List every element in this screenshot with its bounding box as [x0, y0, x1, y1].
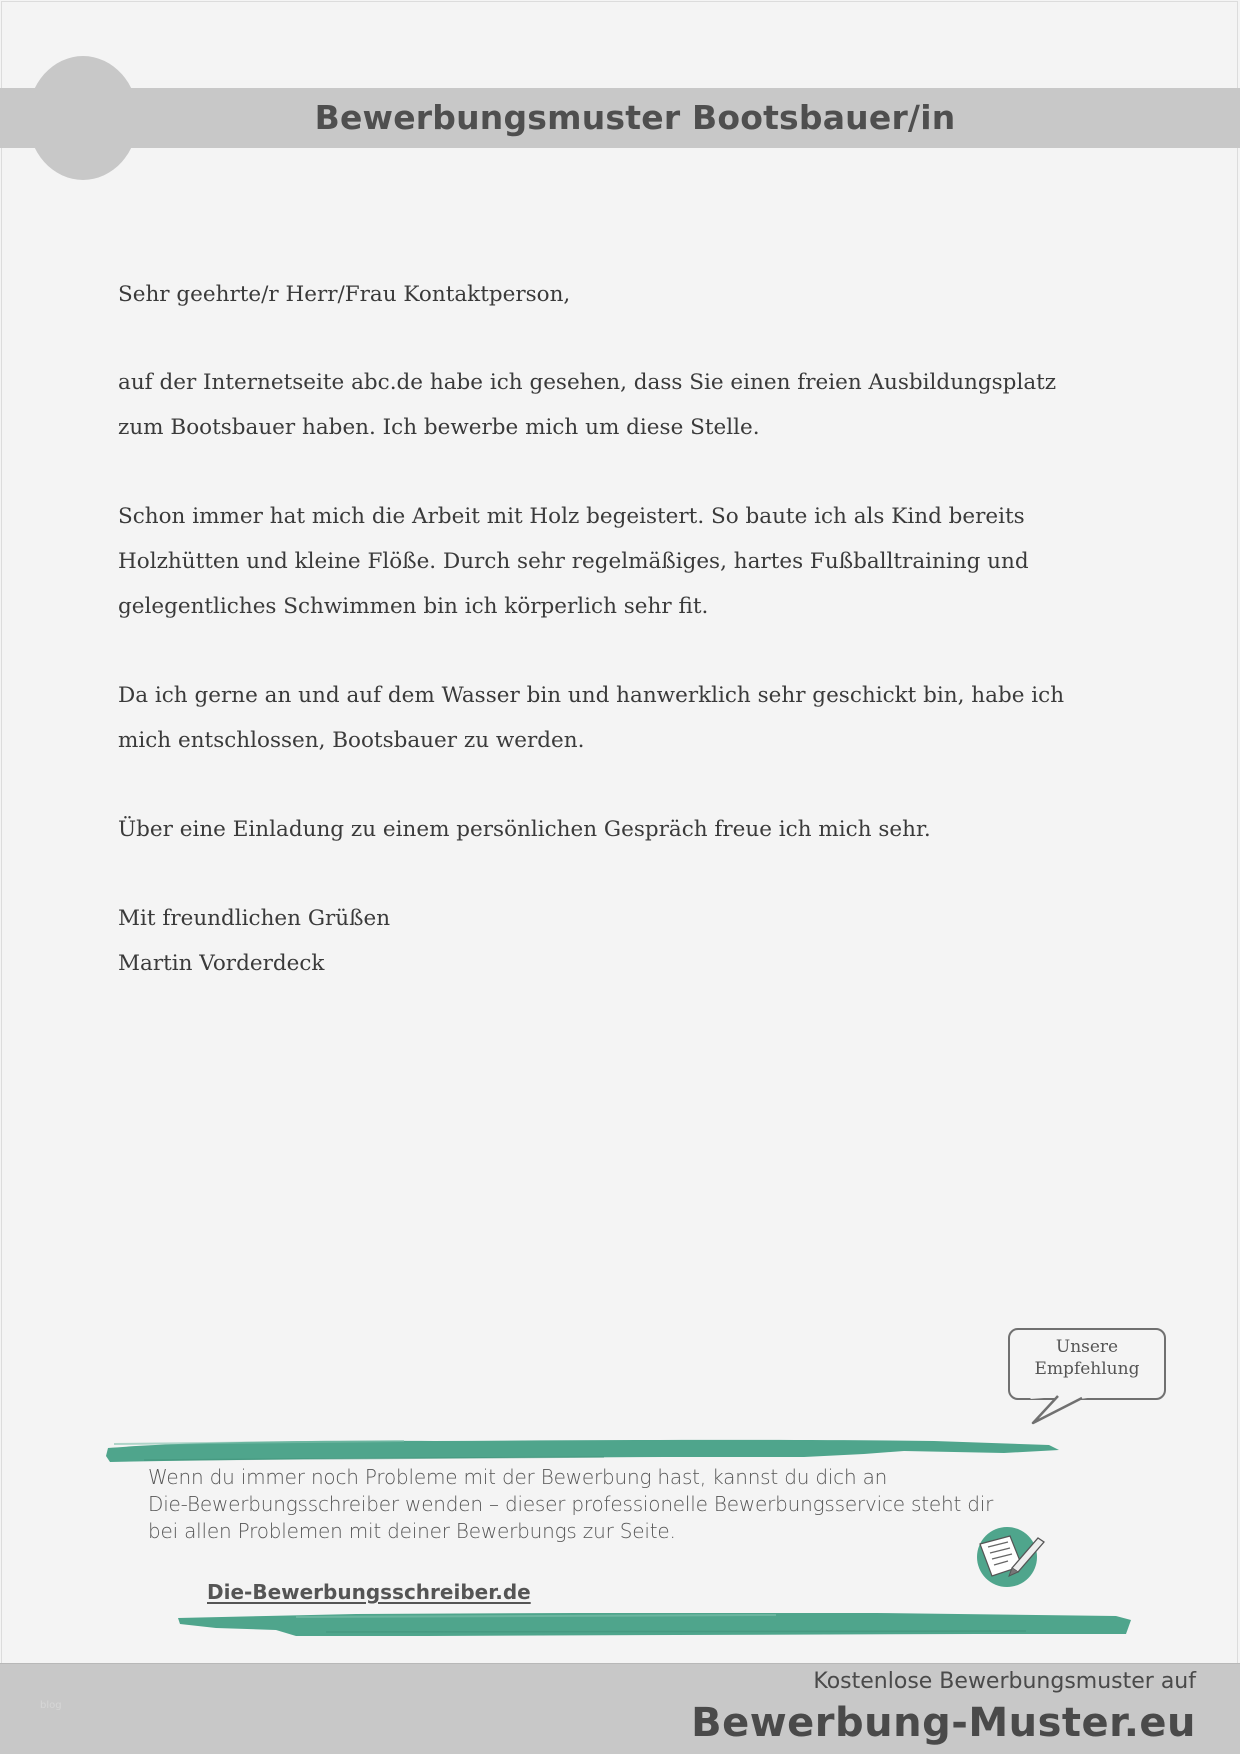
- speech-bubble-tail-icon: [1030, 1395, 1110, 1425]
- footer-brand: Bewerbung-Muster.eu: [691, 1700, 1196, 1746]
- brush-stroke-bottom: [176, 1608, 1136, 1642]
- letter-closing: Mit freundlichen Grüßen: [118, 906, 391, 931]
- paragraph-1-line-2: zum Bootsbauer haben. Ich bewerbe mich um diese Stelle.: [118, 415, 760, 440]
- paragraph-2-line-3: gelegentliches Schwimmen bin ich körperlich sehr fit.: [118, 594, 709, 619]
- document-pen-icon: [972, 1520, 1052, 1592]
- footer-watermark: blog: [40, 1700, 62, 1711]
- recommendation-line-1: Wenn du immer noch Probleme mit der Bewerbung hast, kannst du dich an: [148, 1465, 888, 1489]
- paragraph-1-line-1: auf der Internetseite abc.de habe ich gesehen, dass Sie einen freien Ausbildungsplatz: [118, 370, 1057, 395]
- letter-signature: Martin Vorderdeck: [118, 951, 325, 976]
- footer-tagline: Kostenlose Bewerbungsmuster auf: [813, 1669, 1196, 1694]
- paragraph-2-line-1: Schon immer hat mich die Arbeit mit Holz begeistert. So baute ich als Kind bereits: [118, 504, 1025, 529]
- bubble-line-2: Empfehlung: [1034, 1359, 1140, 1379]
- paragraph-3-line-1: Da ich gerne an und auf dem Wasser bin und hanwerklich sehr geschickt bin, habe ich: [118, 683, 1065, 708]
- paragraph-2-line-2: Holzhütten und kleine Flöße. Durch sehr regelmäßiges, hartes Fußballtraining und: [118, 549, 1029, 574]
- recommendation-bubble-text: [1008, 1336, 1166, 1380]
- letter-salutation: Sehr geehrte/r Herr/Frau Kontaktperson,: [118, 282, 571, 307]
- paragraph-3-line-2: mich entschlossen, Bootsbauer zu werden.: [118, 728, 585, 753]
- recommendation-line-3: bei allen Problemen mit deiner Bewerbungs zur Seite.: [148, 1519, 676, 1543]
- recommendation-line-2: Die-Bewerbungsschreiber wenden – dieser professionelle Bewerbungsservice steht dir: [148, 1492, 994, 1516]
- bubble-line-1: Unsere: [1055, 1337, 1119, 1357]
- recommendation-text: [148, 1464, 1108, 1545]
- die-bewerbungsschreiber-link[interactable]: Die-Bewerbungsschreiber.de: [207, 1580, 531, 1604]
- paragraph-4-line-1: Über eine Einladung zu einem persönlichen Gespräch freue ich mich sehr.: [118, 817, 931, 842]
- page-title: Bewerbungsmuster Bootsbauer/in: [314, 98, 956, 137]
